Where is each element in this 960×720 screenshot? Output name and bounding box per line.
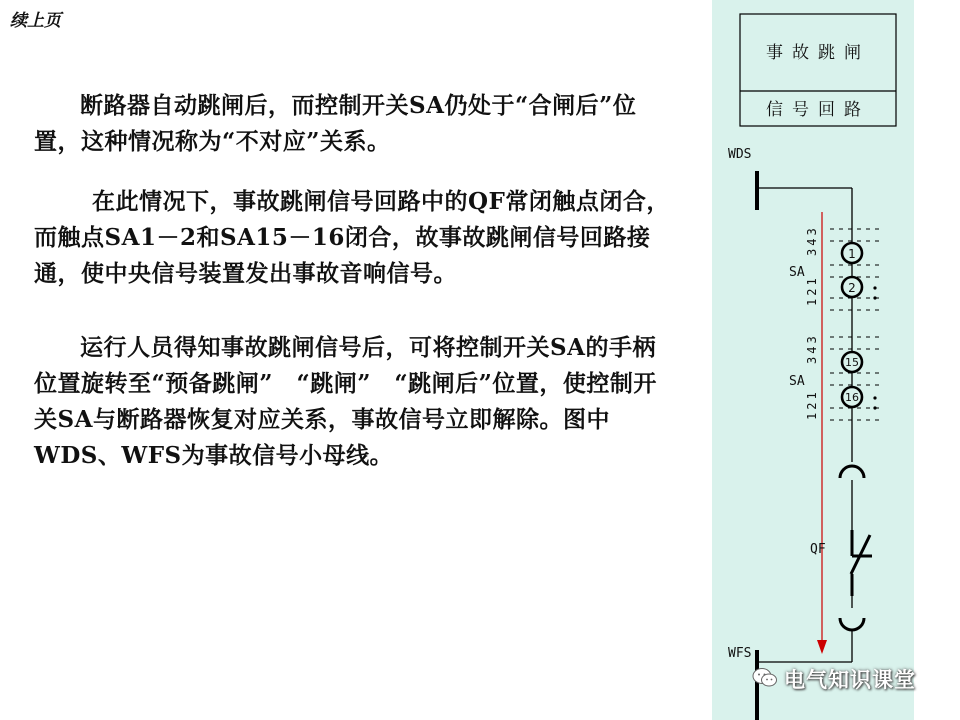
continued-label: 续上页 (10, 11, 61, 31)
breaker-label: QF (810, 542, 826, 557)
title-top: 事故跳闸 (766, 43, 870, 63)
sa-label-1: SA (789, 265, 805, 280)
sa2-dots (873, 396, 876, 409)
contact-1-label: 1 (848, 247, 856, 261)
watermark (752, 664, 952, 694)
contact-15-label: 15 (845, 356, 859, 369)
paragraph-2: 在此情况下，事故跳闸信号回路中的QF常闭触点闭合，而触点SA1－2和SA15－16闭合，故事故跳闸信号回路接通，使中央信号装置发出事故音响信号。 (34, 188, 670, 287)
sa1-pos-b: 121 (805, 275, 819, 306)
bus-label-wds: WDS (728, 147, 752, 162)
current-arrowhead (817, 640, 827, 654)
paragraph-1: 断路器自动跳闸后，而控制开关SA仍处于“合闸后”位置，这种情况称为“不对应”关系。 (34, 92, 637, 155)
connector-bottom (840, 618, 864, 630)
sa1-dots (873, 286, 876, 299)
sa1-pos-a: 343 (805, 225, 819, 256)
sa2-pos-b: 121 (805, 389, 819, 420)
wechat-icon (752, 667, 778, 689)
bus-label-wfs: WFS (728, 646, 752, 661)
contact-2-label: 2 (848, 281, 856, 295)
connector-top (840, 466, 864, 478)
watermark-text: 电气知识课堂 (784, 668, 916, 692)
sa-label-2: SA (789, 374, 805, 389)
title-bottom: 信号回路 (766, 100, 870, 120)
contact-16-label: 16 (845, 391, 859, 404)
paragraph-3: 运行人员得知事故跳闸信号后，可将控制开关SA的手柄位置旋转至“预备跳闸” “跳闸” “跳闸后”位置，使控制开关SA与断路器恢复对应关系，事故信号立即解除。图中WDS、WFS为事故信号小母线。 (34, 334, 657, 469)
sa2-pos-a: 343 (805, 333, 819, 364)
